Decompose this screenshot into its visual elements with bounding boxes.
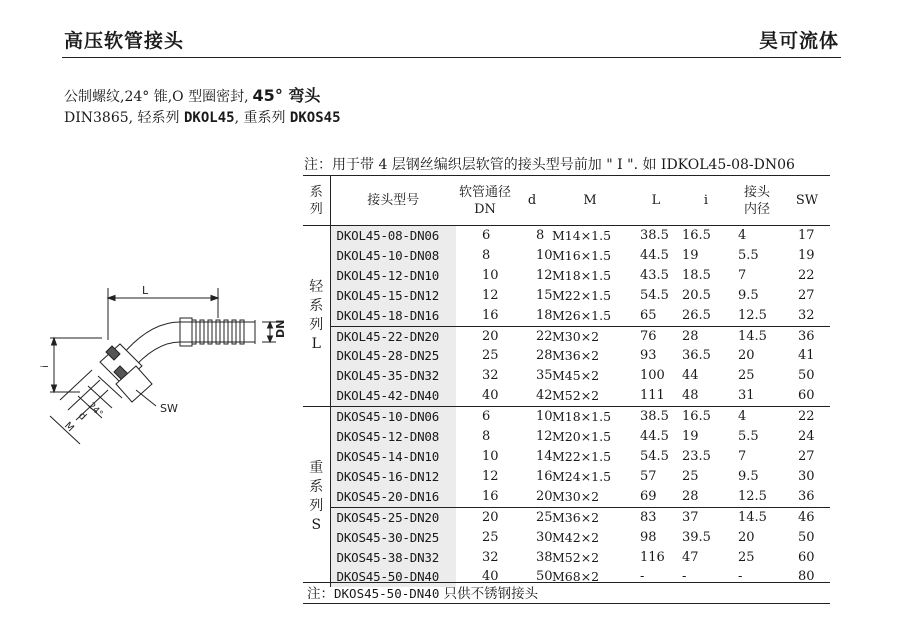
cell-l: 76 (630, 326, 682, 346)
cell-model: DKOS45-20-DN16 (330, 487, 456, 507)
header-l: L (630, 176, 682, 226)
cell-d: 15 (536, 287, 553, 303)
cell-model: DKOS45-12-DN08 (330, 427, 456, 447)
page-title: 高压软管接头 (64, 30, 185, 52)
cell-d: 22 (514, 326, 550, 346)
cell-d: 12 (536, 267, 553, 283)
cell-ih: 31 (738, 388, 755, 404)
cell-sw: 36 (784, 326, 830, 346)
header-series: 系列 (303, 176, 330, 226)
table-header-row (303, 176, 830, 226)
cell-dn: 40 (482, 388, 499, 404)
cell-m: M16×1.5 (552, 247, 612, 263)
spec-table-body (303, 226, 830, 588)
cell-ih: - (738, 569, 743, 585)
cell-d: 42 (536, 388, 553, 404)
cell-sw: 22 (798, 267, 815, 283)
cell-l: 65 (640, 307, 657, 323)
cell-sw: 32 (798, 307, 815, 323)
cell-model: DKOS45-30-DN25 (330, 528, 456, 548)
cell-l: 111 (640, 388, 665, 404)
table-row (303, 306, 830, 326)
header-i: i (682, 176, 730, 226)
cell-model: DKOL45-08-DN06 (330, 226, 456, 246)
drawing-label-m: M (61, 420, 76, 435)
subtitle-line-1 (64, 83, 320, 106)
cell-m: M20×1.5 (552, 429, 612, 445)
cell-l: - (640, 569, 645, 585)
cell-i: 37 (682, 507, 730, 527)
cell-ih: 20 (738, 348, 755, 364)
cell-ih: 20 (738, 529, 755, 545)
cell-d: 10 (536, 247, 553, 263)
header-inner-diameter: 接头内径 (730, 176, 784, 226)
cell-d: 14 (536, 448, 553, 464)
cell-d: 20 (536, 488, 553, 504)
cell-model: DKOS45-10-DN06 (330, 407, 456, 427)
fitting-drawing (40, 280, 290, 460)
cell-i: 28 (682, 488, 699, 504)
table-row (303, 507, 830, 527)
cell-i: 28 (682, 326, 730, 346)
table-row (303, 548, 830, 568)
cell-i: 25 (682, 468, 699, 484)
subtitle-standard: DIN3865, 轻系列 (64, 110, 184, 126)
spec-table (303, 175, 830, 587)
cell-dn: 25 (482, 348, 499, 364)
cell-m: M52×2 (552, 388, 600, 404)
cell-model: DKOL45-35-DN32 (330, 366, 456, 386)
table-row (303, 528, 830, 548)
table-row (303, 246, 830, 266)
cell-i: 19 (682, 247, 699, 263)
cell-d: 25 (514, 507, 550, 527)
cell-dn: 32 (482, 549, 499, 565)
cell-i: 23.5 (682, 448, 711, 464)
note-bottom-suffix: 只供不锈钢接头 (439, 586, 539, 602)
cell-i: 18.5 (682, 267, 711, 283)
cell-sw: 50 (798, 529, 815, 545)
subtitle-elbow-angle: 45° 弯头 (252, 86, 321, 105)
subtitle-line-2 (64, 107, 341, 127)
cell-ih: 5.5 (738, 429, 759, 445)
header-m: M (550, 176, 630, 226)
cell-i: 39.5 (682, 529, 711, 545)
cell-m: M42×2 (552, 529, 600, 545)
cell-model: DKOL45-10-DN08 (330, 246, 456, 266)
cell-i: 26.5 (682, 307, 711, 323)
cell-l: 100 (640, 368, 665, 384)
cell-d: 30 (536, 529, 553, 545)
cell-m: M18×1.5 (552, 267, 612, 283)
cell-m: M22×1.5 (552, 448, 612, 464)
cell-ih: 12.5 (738, 307, 767, 323)
cell-model: DKOL45-42-DN40 (330, 386, 456, 406)
cell-l: 69 (640, 488, 657, 504)
cell-dn: 12 (482, 468, 499, 484)
note-bottom-prefix: 注： (307, 586, 334, 602)
cell-ih: 25 (738, 368, 755, 384)
cell-m: M18×1.5 (550, 407, 630, 427)
cell-l: 57 (640, 468, 657, 484)
light-series-code: DKOL45 (183, 110, 235, 126)
cell-i: - (682, 569, 687, 585)
series-heavy: 重系列S (303, 407, 330, 588)
cell-model: DKOS45-25-DN20 (330, 507, 456, 527)
table-row (303, 346, 830, 366)
cell-d: 10 (514, 407, 550, 427)
cell-dn: 20 (456, 507, 514, 527)
drawing-label-dn: DN (274, 319, 287, 338)
cell-model: DKOS45-16-DN12 (330, 467, 456, 487)
cell-dn: 16 (482, 307, 499, 323)
cell-m: M36×2 (552, 348, 600, 364)
cell-sw: 27 (798, 448, 815, 464)
table-row (303, 226, 830, 246)
cell-ih: 4 (730, 407, 784, 427)
table-row (303, 366, 830, 386)
cell-dn: 20 (456, 326, 514, 346)
cell-l: 116 (640, 549, 665, 565)
header-dn: 软管通径 DN (456, 176, 514, 226)
cell-l: 38.5 (630, 407, 682, 427)
cell-d: 16 (536, 468, 553, 484)
cell-d: 28 (536, 348, 553, 364)
cell-model: DKOS45-50-DN40 (330, 567, 456, 587)
cell-ih: 14.5 (730, 326, 784, 346)
table-row (303, 386, 830, 406)
table-row (303, 326, 830, 346)
cell-dn: 6 (456, 407, 514, 427)
cell-m: M26×1.5 (552, 307, 612, 323)
cell-dn: 10 (482, 448, 499, 464)
cell-l: 44.5 (640, 247, 669, 263)
cell-dn: 8 (482, 429, 491, 445)
cell-sw: 80 (798, 569, 815, 585)
header-d: d (514, 176, 550, 226)
cell-model: DKOS45-14-DN10 (330, 447, 456, 467)
table-row (303, 487, 830, 507)
drawing-label-angle: 24° (85, 401, 105, 420)
drawing-label-d: d (75, 410, 89, 423)
cell-d: 38 (536, 549, 553, 565)
cell-i: 16.5 (682, 407, 730, 427)
table-row (303, 407, 830, 427)
table-row (303, 286, 830, 306)
table-row (303, 447, 830, 467)
cell-sw: 36 (798, 488, 815, 504)
cell-ih: 7 (738, 267, 747, 283)
cell-d: 12 (536, 429, 553, 445)
cell-d: 8 (536, 228, 545, 243)
note-bottom (303, 582, 830, 604)
cell-dn: 25 (482, 529, 499, 545)
heavy-series-code: DKOS45 (289, 110, 341, 126)
subtitle-description: 公制螺纹,24° 锥,O 型圈密封, (64, 89, 249, 105)
drawing-label-l: L (142, 284, 149, 297)
cell-m: M30×2 (550, 326, 630, 346)
cell-sw: 60 (798, 388, 815, 404)
cell-model: DKOL45-28-DN25 (330, 346, 456, 366)
cell-i: 36.5 (682, 348, 711, 364)
table-row (303, 427, 830, 447)
cell-i: 16.5 (682, 228, 711, 243)
cell-d: 18 (536, 307, 553, 323)
cell-dn: 12 (482, 287, 499, 303)
table-row (303, 266, 830, 286)
cell-m: M30×2 (552, 488, 600, 504)
cell-ih: 7 (738, 448, 747, 464)
cell-m: M52×2 (552, 549, 600, 565)
cell-m: M24×1.5 (552, 468, 612, 484)
cell-dn: 32 (482, 368, 499, 384)
cell-l: 38.5 (640, 228, 669, 243)
cell-m: M22×1.5 (552, 287, 612, 303)
cell-ih: 9.5 (738, 287, 759, 303)
cell-ih: 14.5 (730, 507, 784, 527)
cell-sw: 19 (798, 247, 815, 263)
cell-i: 44 (682, 368, 699, 384)
cell-i: 48 (682, 388, 699, 404)
cell-model: DKOL45-12-DN10 (330, 266, 456, 286)
cell-sw: 30 (798, 468, 815, 484)
subtitle-heavy-label: , 重系列 (234, 110, 290, 126)
series-light: 轻系列L (303, 226, 330, 407)
cell-dn: 16 (482, 488, 499, 504)
header-divider (62, 57, 841, 58)
header-model: 接头型号 (330, 176, 456, 226)
cell-l: 44.5 (640, 429, 669, 445)
note-bottom-code: DKOS45-50-DN40 (334, 586, 440, 601)
cell-l: 43.5 (640, 267, 669, 283)
cell-ih: 12.5 (738, 488, 767, 504)
cell-dn: 10 (482, 267, 499, 283)
cell-l: 54.5 (640, 448, 669, 464)
cell-d: 50 (536, 569, 553, 585)
drawing-label-i: i (40, 365, 51, 368)
cell-sw: 24 (798, 429, 815, 445)
cell-sw: 22 (784, 407, 830, 427)
cell-sw: 50 (798, 368, 815, 384)
cell-ih: 4 (738, 228, 747, 243)
cell-dn: 6 (482, 228, 491, 243)
cell-sw: 46 (784, 507, 830, 527)
cell-m: M68×2 (552, 569, 600, 585)
cell-i: 19 (682, 429, 699, 445)
cell-model: DKOL45-15-DN12 (330, 286, 456, 306)
cell-i: 47 (682, 549, 699, 565)
cell-m: M14×1.5 (552, 228, 612, 243)
cell-sw: 41 (798, 348, 815, 364)
cell-i: 20.5 (682, 287, 711, 303)
cell-sw: 17 (798, 228, 815, 243)
cell-l: 54.5 (640, 287, 669, 303)
cell-d: 35 (536, 368, 553, 384)
brand-name: 昊可流体 (758, 30, 839, 52)
table-row (303, 467, 830, 487)
cell-dn: 40 (482, 569, 499, 585)
cell-ih: 5.5 (738, 247, 759, 263)
cell-ih: 25 (738, 549, 755, 565)
cell-dn: 8 (482, 247, 491, 263)
cell-sw: 60 (798, 549, 815, 565)
cell-m: M36×2 (550, 507, 630, 527)
drawing-label-sw: SW (160, 402, 178, 415)
cell-ih: 9.5 (738, 468, 759, 484)
cell-l: 98 (640, 529, 657, 545)
cell-model: DKOL45-22-DN20 (330, 326, 456, 346)
cell-model: DKOL45-18-DN16 (330, 306, 456, 326)
cell-l: 93 (640, 348, 657, 364)
cell-m: M45×2 (552, 368, 600, 384)
note-top: 注：用于带 4 层钢丝编织层软管的接头型号前加 " I ". 如 IDKOL45-08-DN06 (304, 157, 795, 173)
header-sw: SW (784, 176, 830, 226)
cell-model: DKOS45-38-DN32 (330, 548, 456, 568)
cell-l: 83 (630, 507, 682, 527)
cell-sw: 27 (798, 287, 815, 303)
